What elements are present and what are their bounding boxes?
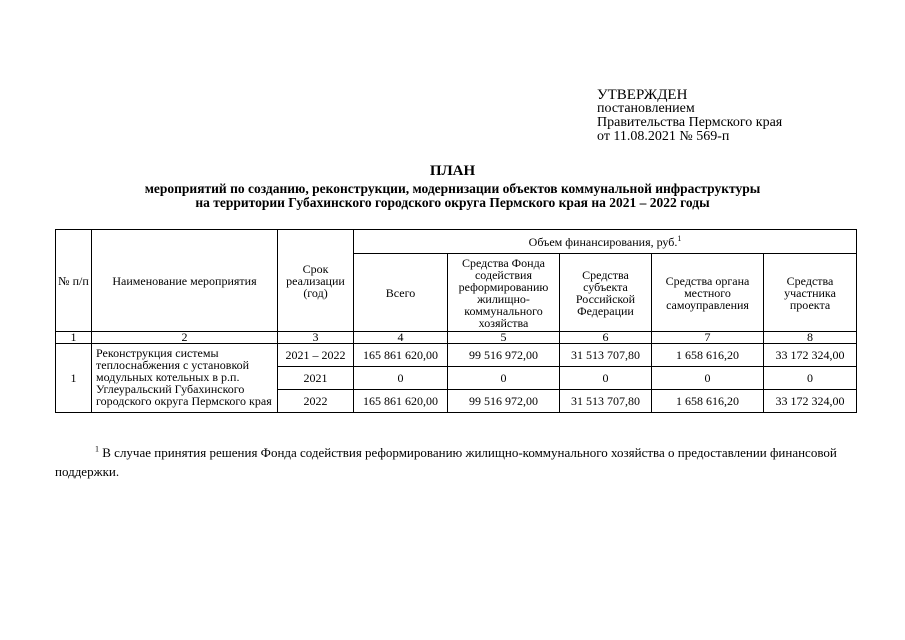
column-number-row	[56, 332, 857, 344]
cell-fund: 99 516 972,00	[448, 390, 560, 413]
header-local: Средства органа местного самоуправления	[652, 254, 764, 332]
column-number: 4	[354, 332, 448, 344]
cell-local: 1 658 616,20	[652, 344, 764, 367]
header-subject: Средства субъекта Российской Федерации	[560, 254, 652, 332]
column-number: 2	[92, 332, 278, 344]
activity-name: Реконструкция системы теплоснабжения с установкой модульных котельных в р.п. Углеуральский Губахинского городского округа Пермского края	[92, 344, 278, 413]
cell-local: 0	[652, 367, 764, 390]
header-funding	[354, 230, 857, 254]
column-number: 8	[764, 332, 857, 344]
row-number: 1	[56, 344, 92, 413]
column-number: 3	[278, 332, 354, 344]
plan-subtitle-line-1: мероприятий по созданию, реконструкции, модернизации объектов коммунальной инфраструктуры	[144, 181, 761, 196]
cell-fund: 99 516 972,00	[448, 344, 560, 367]
cell-subject: 31 513 707,80	[560, 390, 652, 413]
cell-participant: 0	[764, 367, 857, 390]
cell-total: 165 861 620,00	[354, 344, 448, 367]
cell-participant: 33 172 324,00	[764, 344, 857, 367]
column-number: 6	[560, 332, 652, 344]
header-participant: Средства участника проекта	[764, 254, 857, 332]
cell-total: 165 861 620,00	[354, 390, 448, 413]
approval-line-2: Правительства Пермского края	[597, 115, 783, 130]
cell-local: 1 658 616,20	[652, 390, 764, 413]
header-row-1	[56, 230, 857, 254]
cell-participant: 33 172 324,00	[764, 390, 857, 413]
header-funding-label: Объем финансирования, руб.	[528, 234, 678, 249]
header-num: № п/п	[56, 230, 92, 332]
plan-title: ПЛАН	[429, 163, 476, 179]
footnote-marker: 1	[95, 444, 99, 454]
approval-line-3: от 11.08.2021 № 569-п	[597, 129, 730, 144]
cell-subject: 0	[560, 367, 652, 390]
header-term: Срок реализации (год)	[278, 230, 354, 332]
column-number: 7	[652, 332, 764, 344]
plan-subtitle	[0, 182, 905, 210]
footnote-ref: 1	[677, 233, 682, 243]
plan-table	[55, 229, 857, 413]
period-year: 2021 – 2022	[278, 344, 354, 367]
plan-subtitle-line-2: на территории Губахинского городского округа Пермского края на 2021 – 2022 годы	[195, 195, 710, 210]
header-fund: Средства Фонда содействия реформированию жилищно-коммунального хозяйства	[448, 254, 560, 332]
header-total: Всего	[354, 254, 448, 332]
cell-total: 0	[354, 367, 448, 390]
cell-subject: 31 513 707,80	[560, 344, 652, 367]
header-name: Наименование мероприятия	[92, 230, 278, 332]
column-number: 1	[56, 332, 92, 344]
approval-stamp	[597, 88, 782, 144]
period-year: 2021	[278, 367, 354, 390]
approval-line-1: постановлением	[597, 101, 695, 116]
footnote	[55, 443, 865, 481]
period-year: 2022	[278, 390, 354, 413]
approval-title: УТВЕРЖДЕН	[597, 87, 688, 103]
cell-fund: 0	[448, 367, 560, 390]
table-row	[56, 344, 857, 367]
footnote-text: В случае принятия решения Фонда содействия реформированию жилищно-коммунального хозяйства о предоставлении финансовой поддержки.	[55, 445, 837, 479]
column-number: 5	[448, 332, 560, 344]
